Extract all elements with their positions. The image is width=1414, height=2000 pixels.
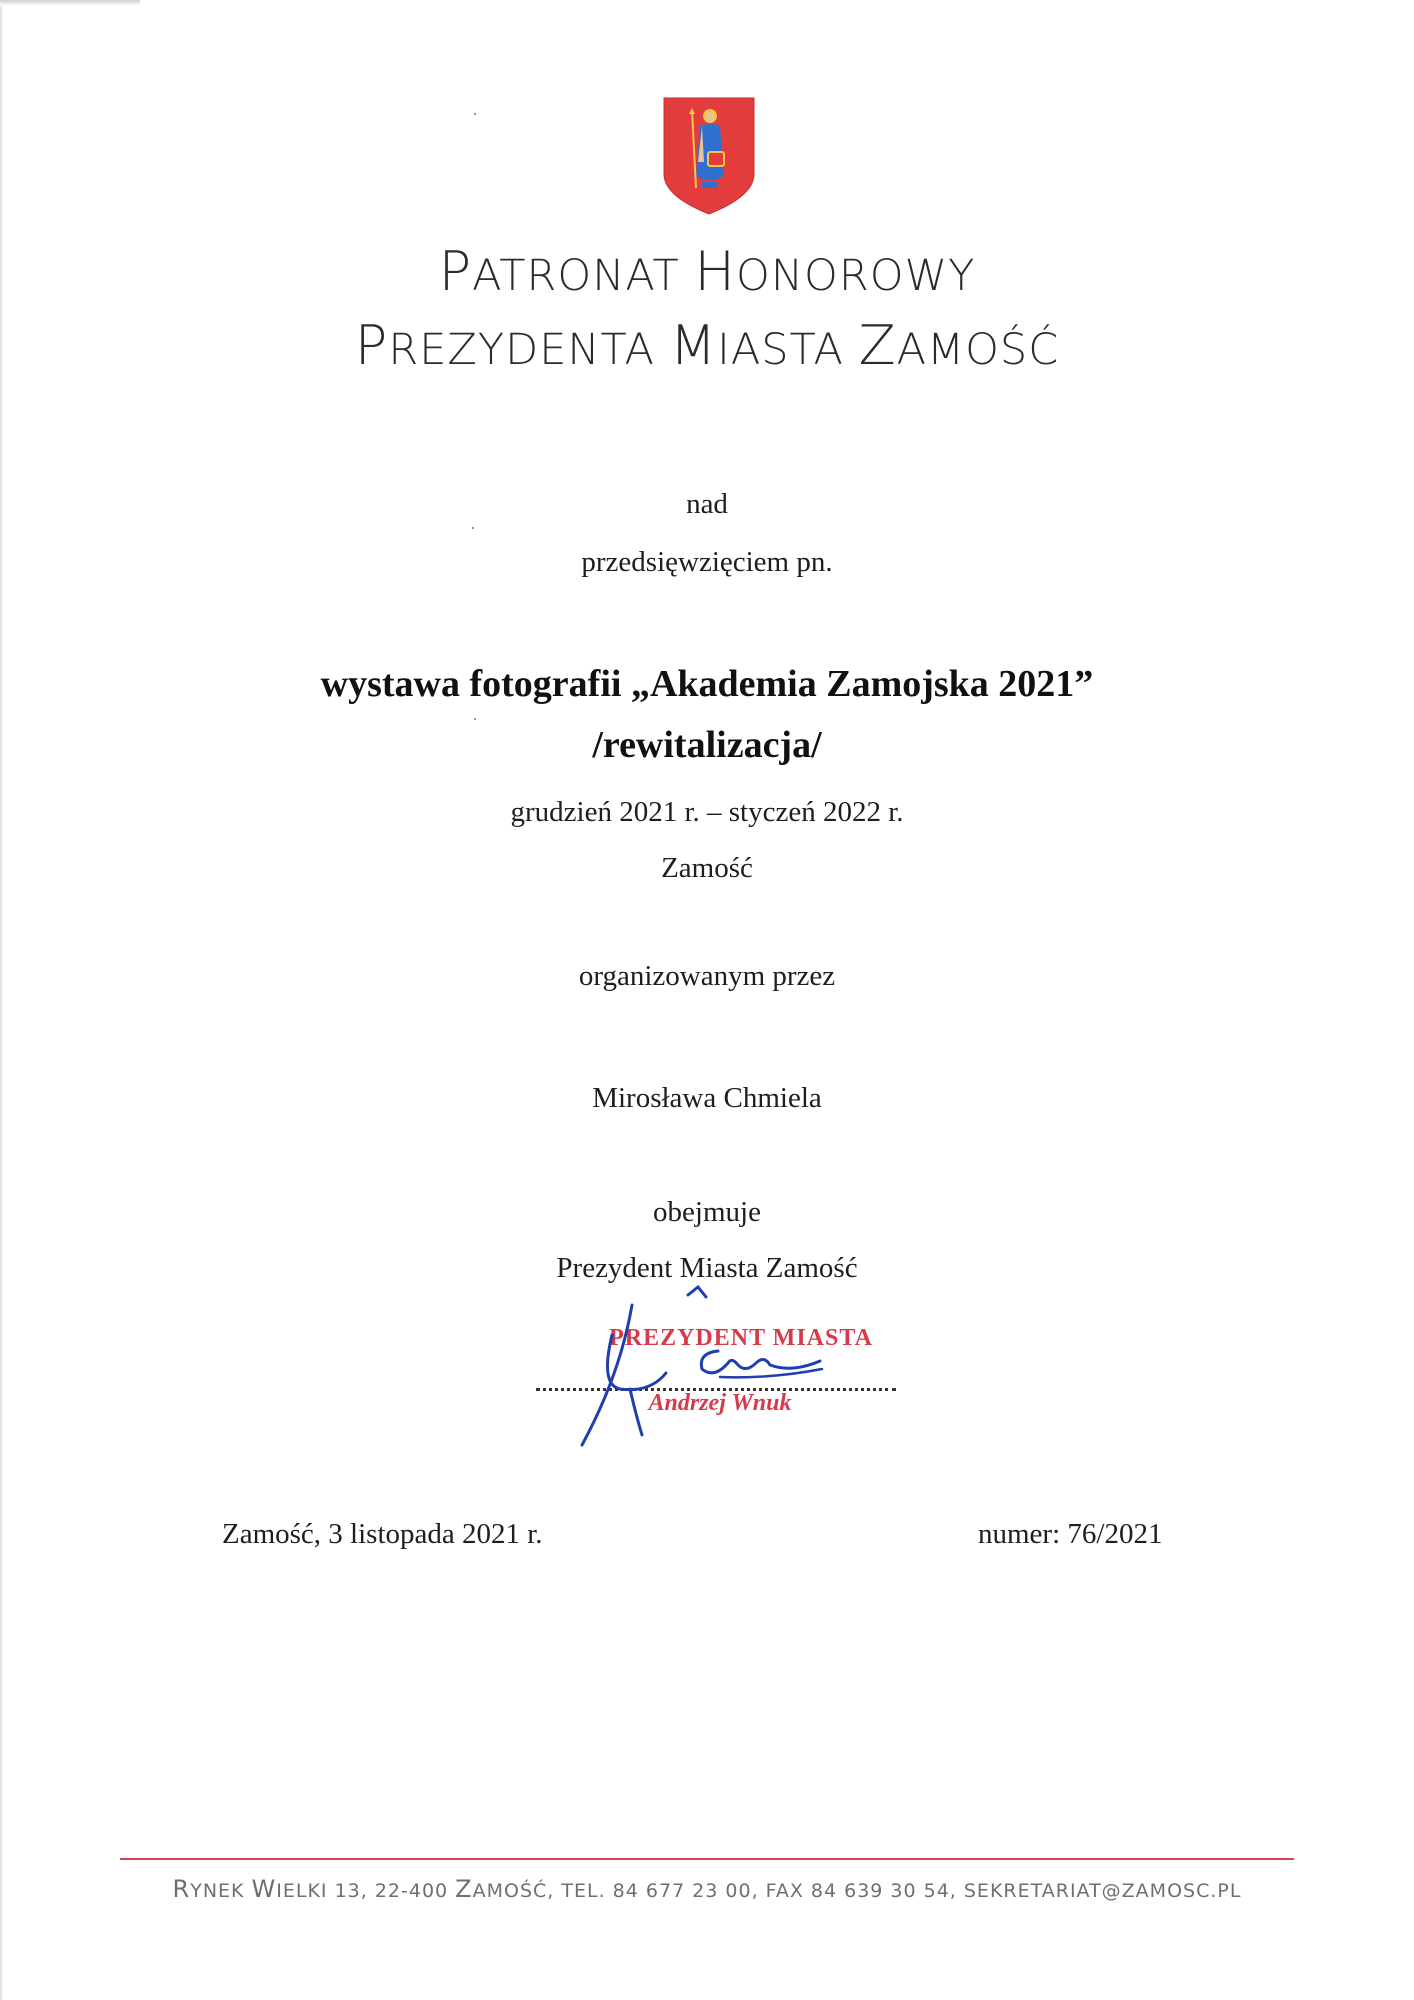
event-subtitle: /rewitalizacja/	[592, 724, 822, 766]
text-obejmuje: obejmuje	[653, 1196, 761, 1228]
event-title: wystawa fotografii „Akademia Zamojska 2021”	[320, 663, 1094, 705]
heading-line-1: PATRONAT HONOROWY	[438, 240, 976, 303]
zamosc-coat-of-arms-icon	[662, 96, 756, 216]
text-przedsiewzieciem: przedsięwzięciem pn.	[581, 546, 833, 578]
stamp-title: PREZYDENT MIASTA	[609, 1325, 873, 1351]
event-place: Zamość	[661, 852, 753, 884]
text-organizowanym: organizowanym przez	[578, 960, 836, 992]
handwritten-signature	[570, 1265, 850, 1455]
text-nad: nad	[686, 488, 728, 520]
footer-address: RYNEK WIELKI 13, 22-400 ZAMOŚĆ, TEL. 84 677 23 00, FAX 84 639 30 54, SEKRETARIAT@ZAMOSC.PL	[172, 1875, 1242, 1903]
organizer-name: Mirosława Chmiela	[592, 1082, 822, 1114]
scan-speck	[474, 718, 476, 720]
footer-divider	[120, 1858, 1294, 1860]
stamp-name: Andrzej Wnuk	[648, 1390, 792, 1416]
scan-speck	[472, 527, 474, 529]
patron-title: Prezydent Miasta Zamość	[556, 1252, 858, 1284]
event-dates: grudzień 2021 r. – styczeń 2022 r.	[510, 796, 904, 828]
scan-speck	[474, 113, 476, 115]
document-number: numer: 76/2021	[978, 1518, 1163, 1550]
document-place-date: Zamość, 3 listopada 2021 r.	[222, 1518, 543, 1550]
page-edge-top	[0, 0, 140, 6]
heading-line-2: PREZYDENTA MIASTA ZAMOŚĆ	[354, 314, 1060, 377]
